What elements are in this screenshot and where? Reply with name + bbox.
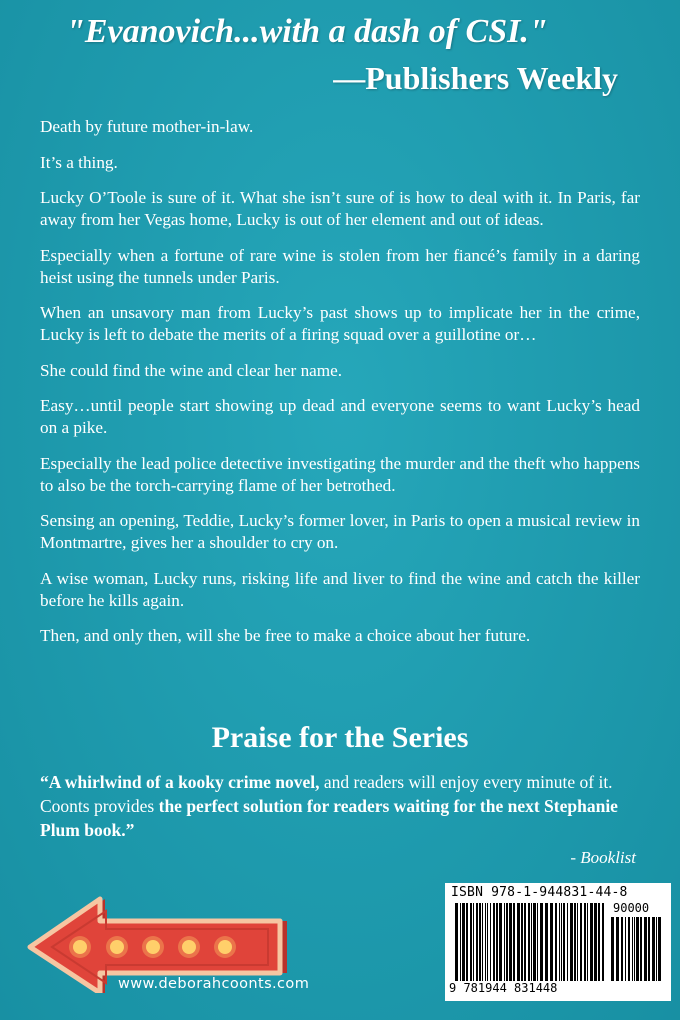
barcode-bar bbox=[584, 903, 586, 981]
barcode-bar bbox=[470, 903, 472, 981]
barcode-bar bbox=[625, 917, 626, 981]
praise-source: - Booklist bbox=[570, 848, 636, 867]
barcode-number: 9 781944 831448 bbox=[449, 981, 558, 995]
barcode-bar bbox=[555, 903, 557, 981]
barcode-bar bbox=[656, 917, 657, 981]
barcode-bars-addon bbox=[611, 917, 663, 981]
barcode-bar bbox=[513, 903, 515, 981]
barcode-bar bbox=[476, 903, 478, 981]
blurb-paragraph: She could find the wine and clear her name. bbox=[40, 360, 343, 380]
review-quote: "Evanovich...with a dash of CSI." bbox=[66, 13, 548, 50]
isbn-barcode bbox=[445, 883, 671, 1001]
barcode-bar bbox=[644, 917, 647, 981]
isbn-label: ISBN 978-1-944831-44-8 bbox=[451, 885, 628, 900]
barcode-bar bbox=[482, 903, 483, 981]
barcode-bar bbox=[455, 903, 458, 981]
barcode-bar bbox=[517, 903, 520, 981]
barcode-bar bbox=[479, 903, 481, 981]
barcode-bar bbox=[621, 917, 623, 981]
barcode-bar bbox=[570, 903, 573, 981]
barcode-bar bbox=[616, 917, 619, 981]
barcode-bar bbox=[574, 903, 576, 981]
blurb-paragraph: Then, and only then, will she be free to make a choice about her future. bbox=[40, 626, 531, 645]
barcode-bar bbox=[490, 903, 491, 981]
blurb-paragraph: A wise woman, Lucky runs, risking life and liver to find the wine and catch the killer before he kills again. bbox=[40, 568, 640, 610]
barcode-bar bbox=[636, 917, 639, 981]
barcode-addon-number: 90000 bbox=[613, 901, 650, 915]
barcode-bar bbox=[509, 903, 512, 981]
blurb-paragraph: When an unsavory man from Lucky’s past shows up to implicate her in the crime, Lucky is left to debate the merits of a firing squad over a guillotine or… bbox=[40, 303, 640, 344]
blurb-paragraph: Especially the lead police detective investigating the murder and the theft who happens to also be the torch-carrying flame of her betrothed. bbox=[40, 453, 640, 495]
barcode-bar bbox=[640, 917, 642, 981]
barcode-bar bbox=[466, 903, 468, 981]
barcode-bar bbox=[487, 903, 488, 981]
barcode-bar bbox=[506, 903, 508, 981]
barcode-bar bbox=[652, 917, 655, 981]
barcode-bar bbox=[540, 903, 543, 981]
quote-attribution: —Publishers Weekly bbox=[333, 60, 618, 96]
blurb-paragraph: Lucky O’Toole is sure of it. What she isn’t sure of is how to deal with it. In Paris, far away from her Vegas home, Lucky is out of her element and out of ideas. bbox=[40, 188, 640, 229]
barcode-bar bbox=[577, 903, 578, 981]
barcode-bar bbox=[611, 917, 614, 981]
barcode-bar bbox=[561, 903, 562, 981]
barcode-bar bbox=[634, 917, 635, 981]
barcode-bar bbox=[632, 917, 633, 981]
blurb-paragraph: Easy…until people start showing up dead and everyone seems to want Lucky’s head on a pike. bbox=[40, 396, 640, 437]
barcode-bar bbox=[460, 903, 461, 981]
barcode-bar bbox=[485, 903, 486, 981]
barcode-bar bbox=[567, 903, 568, 981]
barcode-bar bbox=[462, 903, 465, 981]
barcode-bar bbox=[587, 903, 588, 981]
praise-bold-2: the perfect solution for readers waiting for the next Stephanie Plum book.” bbox=[40, 796, 618, 840]
barcode-bar bbox=[493, 903, 495, 981]
barcode-bar bbox=[648, 917, 650, 981]
barcode-bar bbox=[473, 903, 474, 981]
author-website: www.deborahcoonts.com bbox=[118, 976, 310, 992]
barcode-bar bbox=[598, 903, 600, 981]
barcode-bar bbox=[533, 903, 536, 981]
praise-quote bbox=[40, 770, 640, 842]
barcode-bar bbox=[550, 903, 553, 981]
blurb-paragraph: Sensing an opening, Teddie, Lucky’s former lover, in Paris to open a musical review in Montmartre, gives her a shoulder to cry on. bbox=[40, 511, 640, 552]
barcode-bar bbox=[545, 903, 548, 981]
praise-heading: Praise for the Series bbox=[211, 721, 469, 754]
barcode-bar bbox=[499, 903, 502, 981]
blurb-paragraph: Especially when a fortune of rare wine is stolen from her fiancé’s family in a daring heist using the tunnels under Paris. bbox=[40, 245, 640, 287]
barcode-bar bbox=[524, 903, 526, 981]
barcode-bar bbox=[504, 903, 505, 981]
barcode-bar bbox=[628, 917, 630, 981]
barcode-bar bbox=[537, 903, 538, 981]
praise-bold-1: “A whirlwind of a kooky crime novel, bbox=[40, 772, 320, 792]
barcode-bar bbox=[602, 903, 604, 981]
barcode-bar bbox=[521, 903, 523, 981]
barcode-bar bbox=[559, 903, 560, 981]
barcode-bar bbox=[528, 903, 530, 981]
barcode-bar bbox=[563, 903, 565, 981]
blurb-paragraph: Death by future mother-in-law. bbox=[40, 117, 254, 136]
barcode-bar bbox=[580, 903, 582, 981]
barcode-bar bbox=[531, 903, 532, 981]
book-blurb bbox=[40, 116, 640, 661]
barcode-bar bbox=[590, 903, 593, 981]
barcode-bars-main bbox=[455, 903, 605, 981]
barcode-bar bbox=[658, 917, 661, 981]
barcode-bar bbox=[594, 903, 597, 981]
barcode-bar bbox=[496, 903, 498, 981]
blurb-paragraph: It’s a thing. bbox=[40, 152, 118, 172]
praise-text-1: and readers will enjoy every minute of it. Coonts provides bbox=[40, 772, 613, 816]
